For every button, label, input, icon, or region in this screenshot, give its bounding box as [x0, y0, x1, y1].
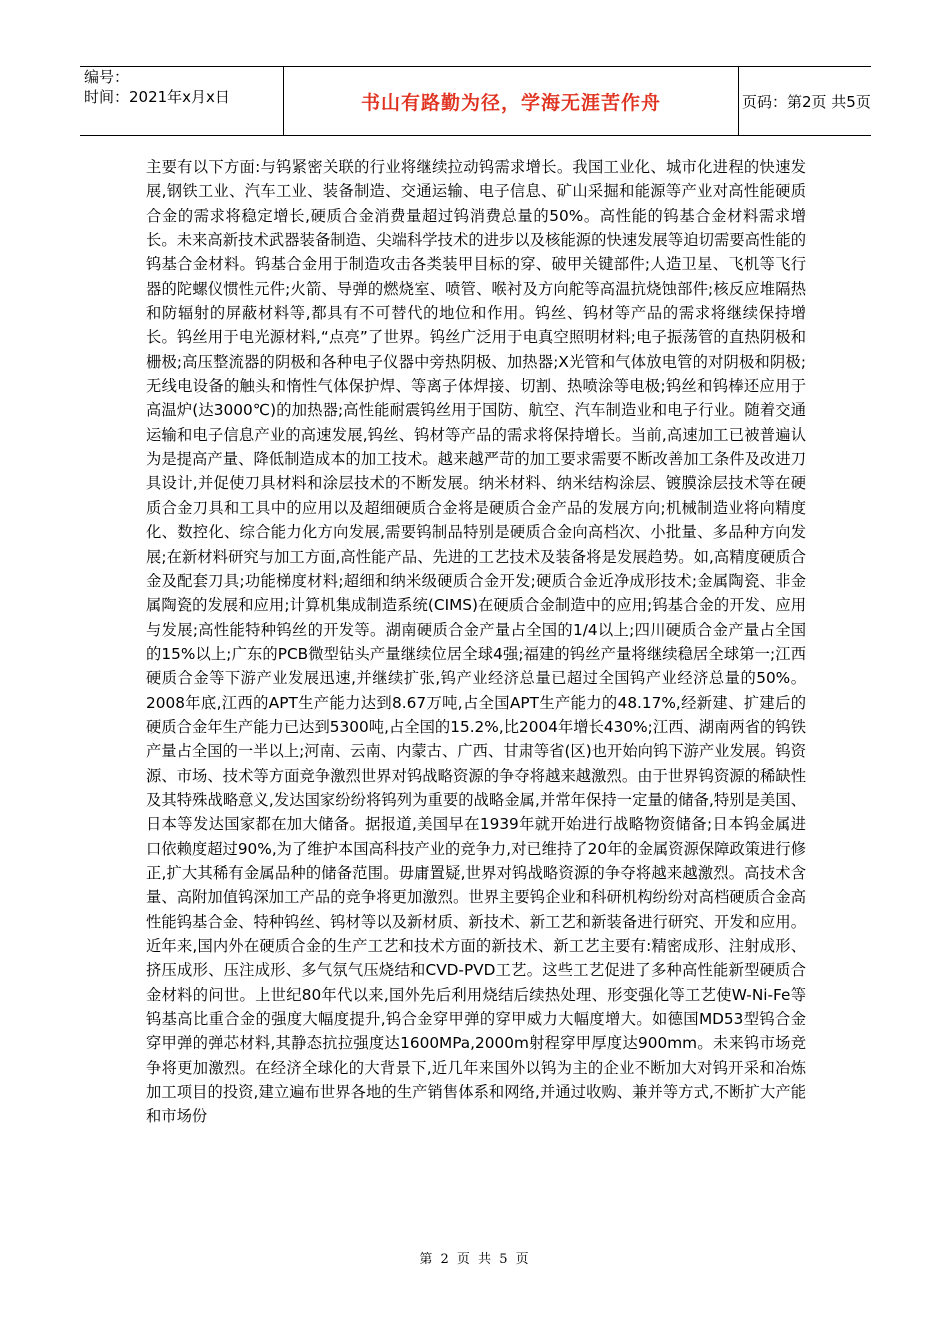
header-motto-cell [283, 67, 739, 135]
document-body [146, 155, 806, 1129]
page-header [80, 66, 871, 136]
header-motto: 书山有路勤为径，学海无涯苦作舟 [360, 91, 661, 114]
header-left-cell [80, 67, 283, 135]
page-footer: 第 2 页 共 5 页 [419, 1252, 531, 1267]
date-label: 时间：2021年x月x日 [84, 88, 230, 106]
doc-number-label: 编号： [84, 68, 130, 86]
body-paragraph: 主要有以下方面:与钨紧密关联的行业将继续拉动钨需求增长。我国工业化、城市化进程的快速发展,钢铁工业、汽车工业、装备制造、交通运输、电子信息、矿山采掘和能源等产业对高性能硬质合金的需求将稳定增长,硬质合金消费量超过钨消费总量的50%。高性能的钨基合金材料需求增长。未来高新技术武器装备制造、尖端科学技术的进步以及核能源的快速发展等迫切需要高性能的钨基合金材料。钨基合金用于制造攻击各类装甲目标的穿、破甲关键部件;人造卫星、飞机等飞行器的陀螺仪惯性元件;火箭、导弹的燃烧室、喷管、喉衬及方向舵等高温抗烧蚀部件;核反应堆隔热和防辐射的屏蔽材料等,都具有不可替代的地位和作用。钨丝、钨材等产品的需求将继续保持增长。钨丝用于电光源材料,“点亮”了世界。钨丝广泛用于电真空照明材料;电子振荡管的直热阴极和栅极;高压整流器的阴极和各种电子仪器中旁热阴极、加热器;X光管和气体放电管的对阴极和阴极;无线电设备的触头和惰性气体保护焊、等离子体焊接、切割、热喷涂等电极;钨丝和钨棒还应用于高温炉(达3000℃)的加热器;高性能耐震钨丝用于国防、航空、汽车制造业和电子行业。随着交通运输和电子信息产业的高速发展,钨丝、钨材等产品的需求将保持增长。当前,高速加工已被普遍认为是提高产量、降低制造成本的加工技术。越来越严苛的加工要求需要不断改善加工条件及改进刀具设计,并促使刀具材料和涂层技术的不断发展。纳米材料、纳米结构涂层、镀膜涂层技术等在硬质合金刀具和工具中的应用以及超细硬质合金将是硬质合金产品的发展方向;机械制造业将向精度化、数控化、综合能力化方向发展,需要钨制品特别是硬质合金向高档次、小批量、多品种方向发展;在新材料研究与加工方面,高性能产品、先进的工艺技术及装备将是发展趋势。如,高精度硬质合金及配套刀具;功能梯度材料;超细和纳米级硬质合金开发;硬质合金近净成形技术;金属陶瓷、非金属陶瓷的发展和应用;计算机集成制造系统(CIMS)在硬质合金制造中的应用;钨基合金的开发、应用与发展;高性能特种钨丝的开发等。湖南硬质合金产量占全国的1/4以上;四川硬质合金产量占全国的15%以上;广东的PCB微型钻头产量继续位居全球4强;福建的钨丝产量将继续稳居全球第一;江西硬质合金等下游产业发展迅速,并继续扩张,钨产业经济总量已超过全国钨产业经济总量的50%。2008年底,江西的APT生产能力达到8.67万吨,占全国APT生产能力的48.17%,经新建、扩建后的硬质合金年生产能力已达到5300吨,占全国的15.2%,比2004年增长430%;江西、湖南两省的钨铁产量占全国的一半以上;河南、云南、内蒙古、广西、甘肃等省(区)也开始向钨下游产业发展。钨资源、市场、技术等方面竞争激烈世界对钨战略资源的争夺将越来越激烈。由于世界钨资源的稀缺性及其特殊战略意义,发达国家纷纷将钨列为重要的战略金属,并常年保持一定量的储备,特别是美国、日本等发达国家都在加大储备。据报道,美国早在1939年就开始进行战略物资储备;日本钨金属进口依赖度超过90%,为了维护本国高科技产业的竞争力,对已维持了20年的金属资源保障政策进行修正,扩大其稀有金属品种的储备范围。毋庸置疑,世界对钨战略资源的争夺将越来越激烈。高技术含量、高附加值钨深加工产品的竞争将更加激烈。世界主要钨企业和科研机构纷纷对高档硬质合金高性能钨基合金、特种钨丝、钨材等以及新材质、新技术、新工艺和新装备进行研究、开发和应用。近年来,国内外在硬质合金的生产工艺和技术方面的新技术、新工艺主要有:精密成形、注射成形、挤压成形、压注成形、多气氛气压烧结和CVD-PVD工艺。这些工艺促进了多种高性能新型硬质合金材料的问世。上世纪80年代以来,国外先后利用烧结后续热处理、形变强化等工艺使W-Ni-Fe等钨基高比重合金的强度大幅度提升,钨合金穿甲弹的穿甲威力大幅度增大。如德国MD53型钨合金穿甲弹的弹芯材料,其静态抗拉强度达1600MPa,2000m射程穿甲厚度达900mm。未来钨市场竞争将更加激烈。在经济全球化的大背景下,近几年来国外以钨为主的企业不断加大对钨开采和冶炼加工项目的投资,建立遍布世界各地的生产销售体系和网络,并通过收购、兼并等方式,不断扩大产能和市场份 [146, 158, 806, 1126]
header-page-label: 页码：第2页 共5页 [742, 92, 871, 111]
